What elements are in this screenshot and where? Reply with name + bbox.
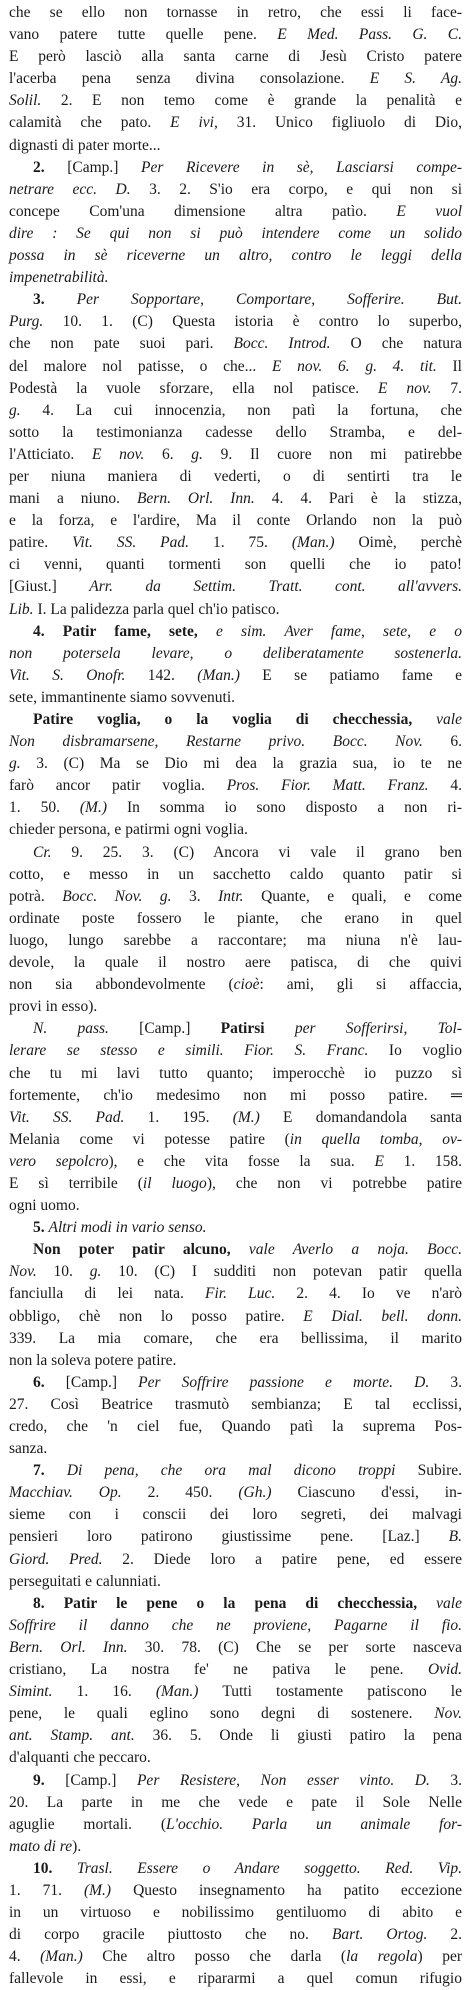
- text-line: [9, 1328, 462, 1350]
- text-segment: Ciascuno d'essi, in-: [271, 1484, 463, 1502]
- text-segment: E vuol: [396, 202, 462, 220]
- text-segment: perseguitati e calunniati.: [9, 1572, 161, 1590]
- text-segment: 10. (C) I sudditi non potevan patir quella: [101, 1263, 463, 1281]
- text-segment: sanza.: [9, 1440, 48, 1458]
- text-line: [9, 223, 462, 245]
- text-line: [9, 488, 462, 510]
- text-segment: Patirsi: [220, 1020, 295, 1038]
- text-line: [9, 1040, 462, 1062]
- text-line: [9, 400, 462, 422]
- text-segment: 27. Così Beatrice trasmutò sembianza; E tal ecclissi,: [9, 1395, 462, 1413]
- text-segment: O che natura: [330, 335, 463, 353]
- text-segment: 3.: [429, 1373, 463, 1391]
- text-line: [9, 1063, 462, 1085]
- text-segment: credo, che 'n ciel fue, Quando patì la suprema Pos-: [9, 1418, 462, 1435]
- text-segment: Il: [436, 357, 462, 375]
- text-segment: in quella tomba, ov-: [289, 1130, 462, 1148]
- text-segment: : ami, gli si affaccia,: [259, 976, 463, 994]
- text-segment: 8. Patir le pene o la pena di checchessia,: [33, 1594, 437, 1612]
- text-segment: Pros. Fior. Matt. Franz.: [226, 777, 429, 795]
- text-line: [9, 864, 462, 886]
- text-line: [9, 996, 462, 1018]
- text-line: [9, 1681, 462, 1703]
- text-segment: Simint.: [9, 1683, 53, 1701]
- text-segment: che se ello non tornasse in retro, che essi li face-: [9, 4, 462, 21]
- text-segment: mani a niuno.: [9, 490, 137, 508]
- text-segment: non la soleva potere patire.: [9, 1351, 177, 1369]
- text-line: [9, 68, 462, 90]
- text-segment: (Man.): [155, 1683, 199, 1701]
- text-line: [9, 422, 462, 444]
- text-segment: Questo insegnamento ha patito eccezione: [111, 1881, 463, 1899]
- text-line: [9, 1195, 462, 1217]
- text-segment: g.: [9, 755, 21, 773]
- text-segment: 2.: [427, 1926, 462, 1944]
- text-segment: 20. La parte in me che vede e pate il Sole Nelle: [9, 1793, 462, 1811]
- text-segment: aguglie mortali. (: [9, 1815, 167, 1833]
- text-segment: 1. 16.: [52, 1683, 156, 1701]
- text-segment: ci venni, quanti tormenti son quelli che io pato!: [9, 556, 462, 574]
- text-segment: 6.: [422, 733, 462, 751]
- text-line: [9, 1372, 462, 1394]
- text-line: [9, 444, 462, 466]
- text-segment: Vit. SS. Pad.: [9, 1108, 125, 1126]
- text-segment: (Gh.): [238, 1484, 272, 1502]
- text-line: [9, 1615, 462, 1637]
- text-line: [9, 1571, 462, 1593]
- text-segment: sotto la testimonianza cadesse dello Stramba, e del-: [9, 423, 462, 441]
- text-line: [9, 1858, 462, 1880]
- text-segment: Altri modi in vario senso.: [48, 1219, 207, 1237]
- text-segment: g.: [9, 401, 21, 419]
- text-segment: sieme con i conscii dei loro segreti, dei malvagi: [9, 1506, 462, 1524]
- text-segment: [Camp.]: [108, 1020, 221, 1038]
- text-segment: Oimè, perchè: [334, 534, 462, 552]
- text-segment: Io voglio: [368, 1042, 462, 1060]
- text-segment: E se patiamo fame e: [239, 666, 463, 684]
- text-segment: e la forza, e l'ardire, Ma il conte Orlando non la può: [9, 512, 462, 530]
- text-segment: [Camp.]: [67, 158, 141, 176]
- text-segment: vale: [436, 711, 462, 728]
- text-segment: Patire voglia, o la voglia di checchessia,: [33, 711, 437, 728]
- text-line: [9, 842, 462, 864]
- text-line: [9, 1129, 462, 1151]
- text-segment: (M.): [232, 1108, 260, 1126]
- text-segment: Nov.: [434, 1705, 462, 1723]
- text-segment: 3.: [171, 887, 219, 905]
- text-line: [9, 1902, 462, 1924]
- text-segment: E nov. 6. g. 4. tit.: [272, 357, 437, 375]
- text-segment: Soffrire il danno che ne proviene, Pagarne il fio.: [9, 1616, 462, 1634]
- text-segment: (Man.): [197, 666, 240, 684]
- text-segment: ) per: [417, 1948, 462, 1966]
- text-segment: del malore nol patisse, o che...: [9, 357, 272, 375]
- text-line: [9, 1770, 462, 1792]
- text-segment: fortemente, ch'io medesimo non mi posso patire. ═: [9, 1086, 462, 1104]
- text-segment: E Med. Pass. G. C.: [277, 26, 462, 44]
- text-segment: Macchiav. Op.: [9, 1484, 122, 1502]
- text-segment: Che altro posso che darla (: [82, 1948, 347, 1966]
- text-line: [9, 1637, 462, 1659]
- text-segment: 4. Patir fame, sete,: [33, 622, 216, 640]
- text-segment: dignasti di pater morte...: [9, 136, 161, 154]
- text-line: [9, 643, 462, 665]
- text-segment: 6.: [33, 1373, 66, 1391]
- text-segment: per Sofferirsi, Tol-: [294, 1020, 463, 1038]
- text-line: [9, 599, 462, 621]
- text-segment: 3.: [429, 1771, 463, 1789]
- text-line: [9, 1438, 462, 1460]
- text-segment: Vit. S. Onofr.: [9, 666, 126, 684]
- text-segment: vale: [436, 1594, 462, 1612]
- text-line: [9, 1924, 462, 1946]
- text-segment: 4. 4. Pari è la stizza,: [254, 490, 462, 508]
- text-segment: (M.): [79, 799, 108, 817]
- text-segment: 9.: [33, 1771, 66, 1789]
- text-line: [9, 952, 462, 974]
- text-segment: la regola: [346, 1948, 418, 1966]
- text-line: [9, 1792, 462, 1814]
- text-segment: pensieri loro patirono giustissime pene. [Laz.]: [9, 1528, 449, 1546]
- text-segment: d'alquanti che peccaro.: [9, 1749, 151, 1767]
- text-segment: luogo, lungo sarebbe a raccontare; ma niuna n'è lau-: [9, 931, 462, 949]
- text-segment: E ivi,: [170, 114, 218, 132]
- text-line: [9, 245, 462, 267]
- text-segment: E domandandola santa: [259, 1108, 462, 1126]
- text-segment: Cr.: [33, 843, 52, 861]
- text-line: [9, 886, 462, 908]
- text-segment: 2. 4. Io ve n'arò: [275, 1285, 462, 1303]
- text-segment: 30. 78. (C) Che se per sorte nasceva: [127, 1638, 463, 1656]
- text-segment: vano patere tutte quelle pene.: [9, 26, 278, 44]
- text-line: [9, 1593, 462, 1615]
- text-line: [9, 1703, 462, 1725]
- text-line: [9, 687, 462, 709]
- text-segment: ordinate poste fossero le piante, che erano in quel: [9, 909, 462, 927]
- text-line: [9, 1659, 462, 1681]
- text-segment: 1. 158.: [383, 1152, 463, 1170]
- text-segment: 36. 5. Onde li giusti patiro la pena: [134, 1727, 462, 1745]
- text-segment: Melania come vi potesse patire (: [9, 1130, 290, 1148]
- text-segment: 1. 71.: [9, 1881, 84, 1899]
- text-line: [9, 819, 462, 841]
- text-line: [9, 930, 462, 952]
- text-segment: Non poter patir alcuno,: [33, 1241, 249, 1259]
- text-segment: 31. Unico figliuolo di Dio,: [217, 114, 462, 132]
- text-segment: 7.: [33, 1462, 67, 1480]
- text-segment: 2. E non temo come è grande la penalità e: [41, 92, 462, 110]
- text-line: [9, 1725, 462, 1747]
- text-segment: Per Resistere, Non esser vinto. D.: [136, 1771, 430, 1789]
- text-segment: 5.: [33, 1219, 49, 1237]
- text-line: [9, 1306, 462, 1328]
- text-segment: ), che non vi potrebbe patire: [206, 1174, 462, 1192]
- text-segment: netrare ecc. D.: [9, 180, 131, 198]
- text-segment: 4. La cui innocenzia, non patì la fortuna, che: [20, 401, 462, 419]
- text-segment: possa in sè riceverne un altro, contro le leggi della: [9, 247, 462, 265]
- text-segment: che non pate suoi pari.: [9, 335, 234, 353]
- text-line: [9, 466, 462, 488]
- text-segment: E nov.: [378, 379, 432, 397]
- text-line: [9, 289, 462, 311]
- text-segment: E: [374, 1152, 384, 1170]
- text-segment: [Camp.]: [65, 1771, 137, 1789]
- text-segment: 2. Diede loro a patire pene, ed essere: [102, 1550, 462, 1568]
- text-line: [9, 908, 462, 930]
- text-segment: Non disbramarsene, Restarne privo. Bocc. Nov.: [9, 733, 423, 751]
- text-segment: per niuna maniera di vederti, o di sentirti tra le: [9, 467, 462, 485]
- text-segment: E però lasciò alla santa carne di Jesù Cristo patere: [9, 48, 462, 66]
- text-segment: (Man.): [40, 1948, 83, 1966]
- text-line: [9, 1394, 462, 1416]
- text-line: [9, 974, 462, 996]
- text-segment: E sì terribile (: [9, 1174, 143, 1192]
- text-segment: 1. 195.: [124, 1108, 233, 1126]
- text-segment: E Dial. bell. donn.: [303, 1307, 462, 1325]
- text-segment: 4.: [428, 777, 462, 795]
- text-segment: dire : Se qui non si può intendere come un solido: [9, 224, 462, 242]
- text-segment: farò ancor patir voglia.: [9, 777, 227, 795]
- text-segment: calamità che pato.: [9, 114, 171, 132]
- text-line: [9, 709, 462, 731]
- text-segment: cristiano, La nostra fe' ne pativa le pene.: [9, 1661, 428, 1679]
- text-segment: Bocc. Nov. g.: [62, 887, 172, 905]
- text-line: [9, 665, 462, 687]
- text-segment: E S. Ag.: [369, 70, 462, 88]
- text-segment: 6.: [144, 445, 192, 463]
- text-segment: in un virtuoso e nobilissimo gentiluomo di abito e: [9, 1904, 462, 1922]
- text-line: [9, 333, 462, 355]
- text-segment: g.: [191, 445, 203, 463]
- text-segment: obbligo, chè non lo posso patire.: [9, 1307, 304, 1325]
- text-line: [9, 1283, 462, 1305]
- text-segment: 1. 50.: [9, 799, 80, 817]
- text-segment: g.: [89, 1263, 102, 1281]
- text-segment: pene, le quali eglino sono degni di sostenere.: [9, 1705, 435, 1723]
- text-segment: 142.: [125, 666, 198, 684]
- text-segment: Trasl. Essere o Andare soggetto. Red. Vip.: [76, 1859, 463, 1877]
- text-segment: mato di re: [9, 1837, 73, 1855]
- text-segment: Podestà la vuole sforzare, ella nol patisce.: [9, 379, 378, 397]
- text-segment: Bern. Orl. Inn.: [136, 490, 255, 508]
- text-line: [9, 2, 462, 24]
- text-segment: e sim. Aver fame, sete, e o: [215, 622, 462, 640]
- text-segment: 3.: [33, 291, 77, 309]
- text-segment: I. La palidezza parla quel ch'io patisco.: [33, 600, 280, 618]
- text-line: [9, 1968, 462, 1990]
- text-segment: concepe Com'una dimensione altra patìo.: [9, 202, 397, 220]
- text-line: [9, 1946, 462, 1968]
- text-segment: Intr.: [218, 887, 244, 905]
- text-segment: cotto, e messo in un sacchetto caldo quanto patir si: [9, 865, 462, 883]
- text-line: [9, 112, 462, 134]
- text-line: [9, 90, 462, 112]
- text-line: [9, 1526, 462, 1548]
- text-segment: potrà.: [9, 887, 63, 905]
- text-segment: E nov.: [91, 445, 145, 463]
- text-segment: ).: [72, 1837, 82, 1855]
- text-segment: 10.: [36, 1263, 90, 1281]
- text-segment: In somma io sono disposto a non ri-: [107, 799, 463, 817]
- text-segment: 339. La mia comare, che era bellissima, il marito: [9, 1329, 462, 1347]
- text-line: [9, 157, 462, 179]
- text-segment: 9. 25. 3. (C) Ancora vi vale il grano ben: [51, 843, 462, 861]
- text-line: [9, 24, 462, 46]
- text-segment: ogni uomo.: [9, 1197, 80, 1215]
- text-line: [9, 554, 462, 576]
- text-segment: vero sepolcro: [9, 1152, 109, 1170]
- text-segment: [Camp.]: [65, 1373, 139, 1391]
- text-segment: il luogo: [142, 1174, 207, 1192]
- text-line: [9, 1350, 462, 1372]
- text-line: [9, 1107, 462, 1129]
- text-segment: devole, la quale il nostro aere patisca, di che quivi: [9, 954, 462, 972]
- text-line: [9, 1504, 462, 1526]
- text-segment: Giord. Pred.: [9, 1550, 103, 1568]
- text-segment: ), e che vita fosse la sua.: [108, 1152, 375, 1170]
- text-segment: Lib.: [9, 600, 34, 618]
- text-line: [9, 1460, 462, 1482]
- text-segment: Nov.: [9, 1263, 37, 1281]
- text-line: [9, 576, 462, 598]
- text-line: [9, 267, 462, 289]
- text-line: [9, 311, 462, 333]
- text-segment: [Giust.]: [9, 578, 90, 596]
- text-segment: chieder persona, e patirmi ogni voglia.: [9, 821, 248, 839]
- text-segment: Per Ricevere in sè, Lasciarsi compe-: [141, 158, 462, 176]
- text-segment: Solil.: [9, 92, 42, 110]
- text-segment: B.: [448, 1528, 462, 1546]
- text-segment: 9. Il cuore non mi patirebbe: [202, 445, 463, 463]
- text-segment: 3. 2. S'io era corpo, e qui non si: [130, 180, 462, 198]
- text-segment: non potersela levare, o deliberatamente sostenerla.: [9, 644, 462, 662]
- text-segment: vale Averlo a noja. Bocc.: [248, 1241, 462, 1259]
- text-segment: Ovid.: [427, 1661, 462, 1679]
- text-segment: patire.: [9, 534, 73, 552]
- text-segment: di corpo gracile piuttosto che no.: [9, 1926, 332, 1944]
- text-segment: Per Sopportare, Comportare, Sofferire. But.: [76, 291, 462, 309]
- text-line: [9, 46, 462, 68]
- text-segment: 1. 75.: [189, 534, 292, 552]
- text-line: [9, 201, 462, 223]
- text-line: [9, 1482, 462, 1504]
- text-line: [9, 179, 462, 201]
- text-line: [9, 1217, 462, 1239]
- text-segment: l'Atticiato.: [9, 445, 92, 463]
- text-segment: sete, immantinente siamo sovvenuti.: [9, 688, 235, 706]
- text-segment: provi in esso).: [9, 998, 98, 1016]
- text-line: [9, 1151, 462, 1173]
- text-line: [9, 1836, 462, 1858]
- text-segment: Per Soffrire passione e morte. D.: [138, 1373, 430, 1391]
- text-line: [9, 1261, 462, 1283]
- text-segment: (M.): [83, 1881, 112, 1899]
- text-line: [9, 1549, 462, 1571]
- text-segment: Tutti tostamente patiscono le: [198, 1683, 462, 1701]
- text-line: [9, 378, 462, 400]
- text-segment: fallevole in essi, e ripararmi a quel comun rifugio: [9, 1970, 462, 1988]
- text-line: [9, 1747, 462, 1769]
- text-line: [9, 510, 462, 532]
- text-segment: Subire.: [395, 1462, 462, 1480]
- text-line: [9, 621, 462, 643]
- text-line: [9, 753, 462, 775]
- text-segment: Bern. Orl. Inn.: [9, 1638, 128, 1656]
- text-segment: che tu mi lavi tutto quanto; imperocchè io puzzo sì: [9, 1064, 462, 1082]
- text-line: [9, 775, 462, 797]
- text-line: [9, 532, 462, 554]
- text-segment: Di pena, che ora mal dicono troppi: [66, 1462, 396, 1480]
- text-segment: N. pass.: [33, 1020, 109, 1038]
- text-segment: 10. 1. (C) Questa istoria è contro lo superbo,: [43, 313, 462, 331]
- text-segment: (Man.): [291, 534, 335, 552]
- text-segment: Bocc. Introd.: [233, 335, 331, 353]
- text-segment: fanciulla di lei nata.: [9, 1285, 205, 1303]
- text-line: [9, 1416, 462, 1438]
- text-segment: Arr. da Settim. Tratt. cont. all'avvers.: [89, 578, 462, 596]
- text-line: [9, 1814, 462, 1836]
- text-segment: 2.: [33, 158, 68, 176]
- text-line: [9, 1880, 462, 1902]
- text-line: [9, 1018, 462, 1040]
- text-segment: 7.: [431, 379, 463, 397]
- text-line: [9, 797, 462, 819]
- text-line: [9, 135, 462, 157]
- text-segment: lerare se stesso e simili. Fior. S. Franc.: [9, 1042, 369, 1060]
- text-segment: 4.: [9, 1948, 41, 1966]
- text-segment: impenetrabilità.: [9, 269, 109, 287]
- text-line: [9, 731, 462, 753]
- text-segment: Purg.: [9, 313, 44, 331]
- text-segment: Quante, e quali, e come: [243, 887, 462, 905]
- text-segment: non sia abbondevolmente (: [9, 976, 234, 994]
- text-segment: 10.: [33, 1859, 77, 1877]
- text-segment: l'acerba pena senza divina consolazione.: [9, 70, 370, 88]
- text-segment: L'occhio. Parla un animale for-: [166, 1815, 462, 1833]
- text-segment: ant. Stamp. ant.: [9, 1727, 135, 1745]
- text-segment: 3. (C) Ma se Dio mi dea la grazia sua, io te ne: [20, 755, 462, 773]
- text-segment: 2. 450.: [121, 1484, 239, 1502]
- text-line: [9, 1239, 462, 1261]
- text-segment: Bart. Ortog.: [331, 1926, 428, 1944]
- text-line: [9, 1173, 462, 1195]
- text-segment: Vit. SS. Pad.: [72, 534, 190, 552]
- text-segment: Fir. Luc.: [204, 1285, 276, 1303]
- text-line: [9, 1085, 462, 1107]
- text-line: [9, 356, 462, 378]
- text-segment: cioè: [233, 976, 260, 994]
